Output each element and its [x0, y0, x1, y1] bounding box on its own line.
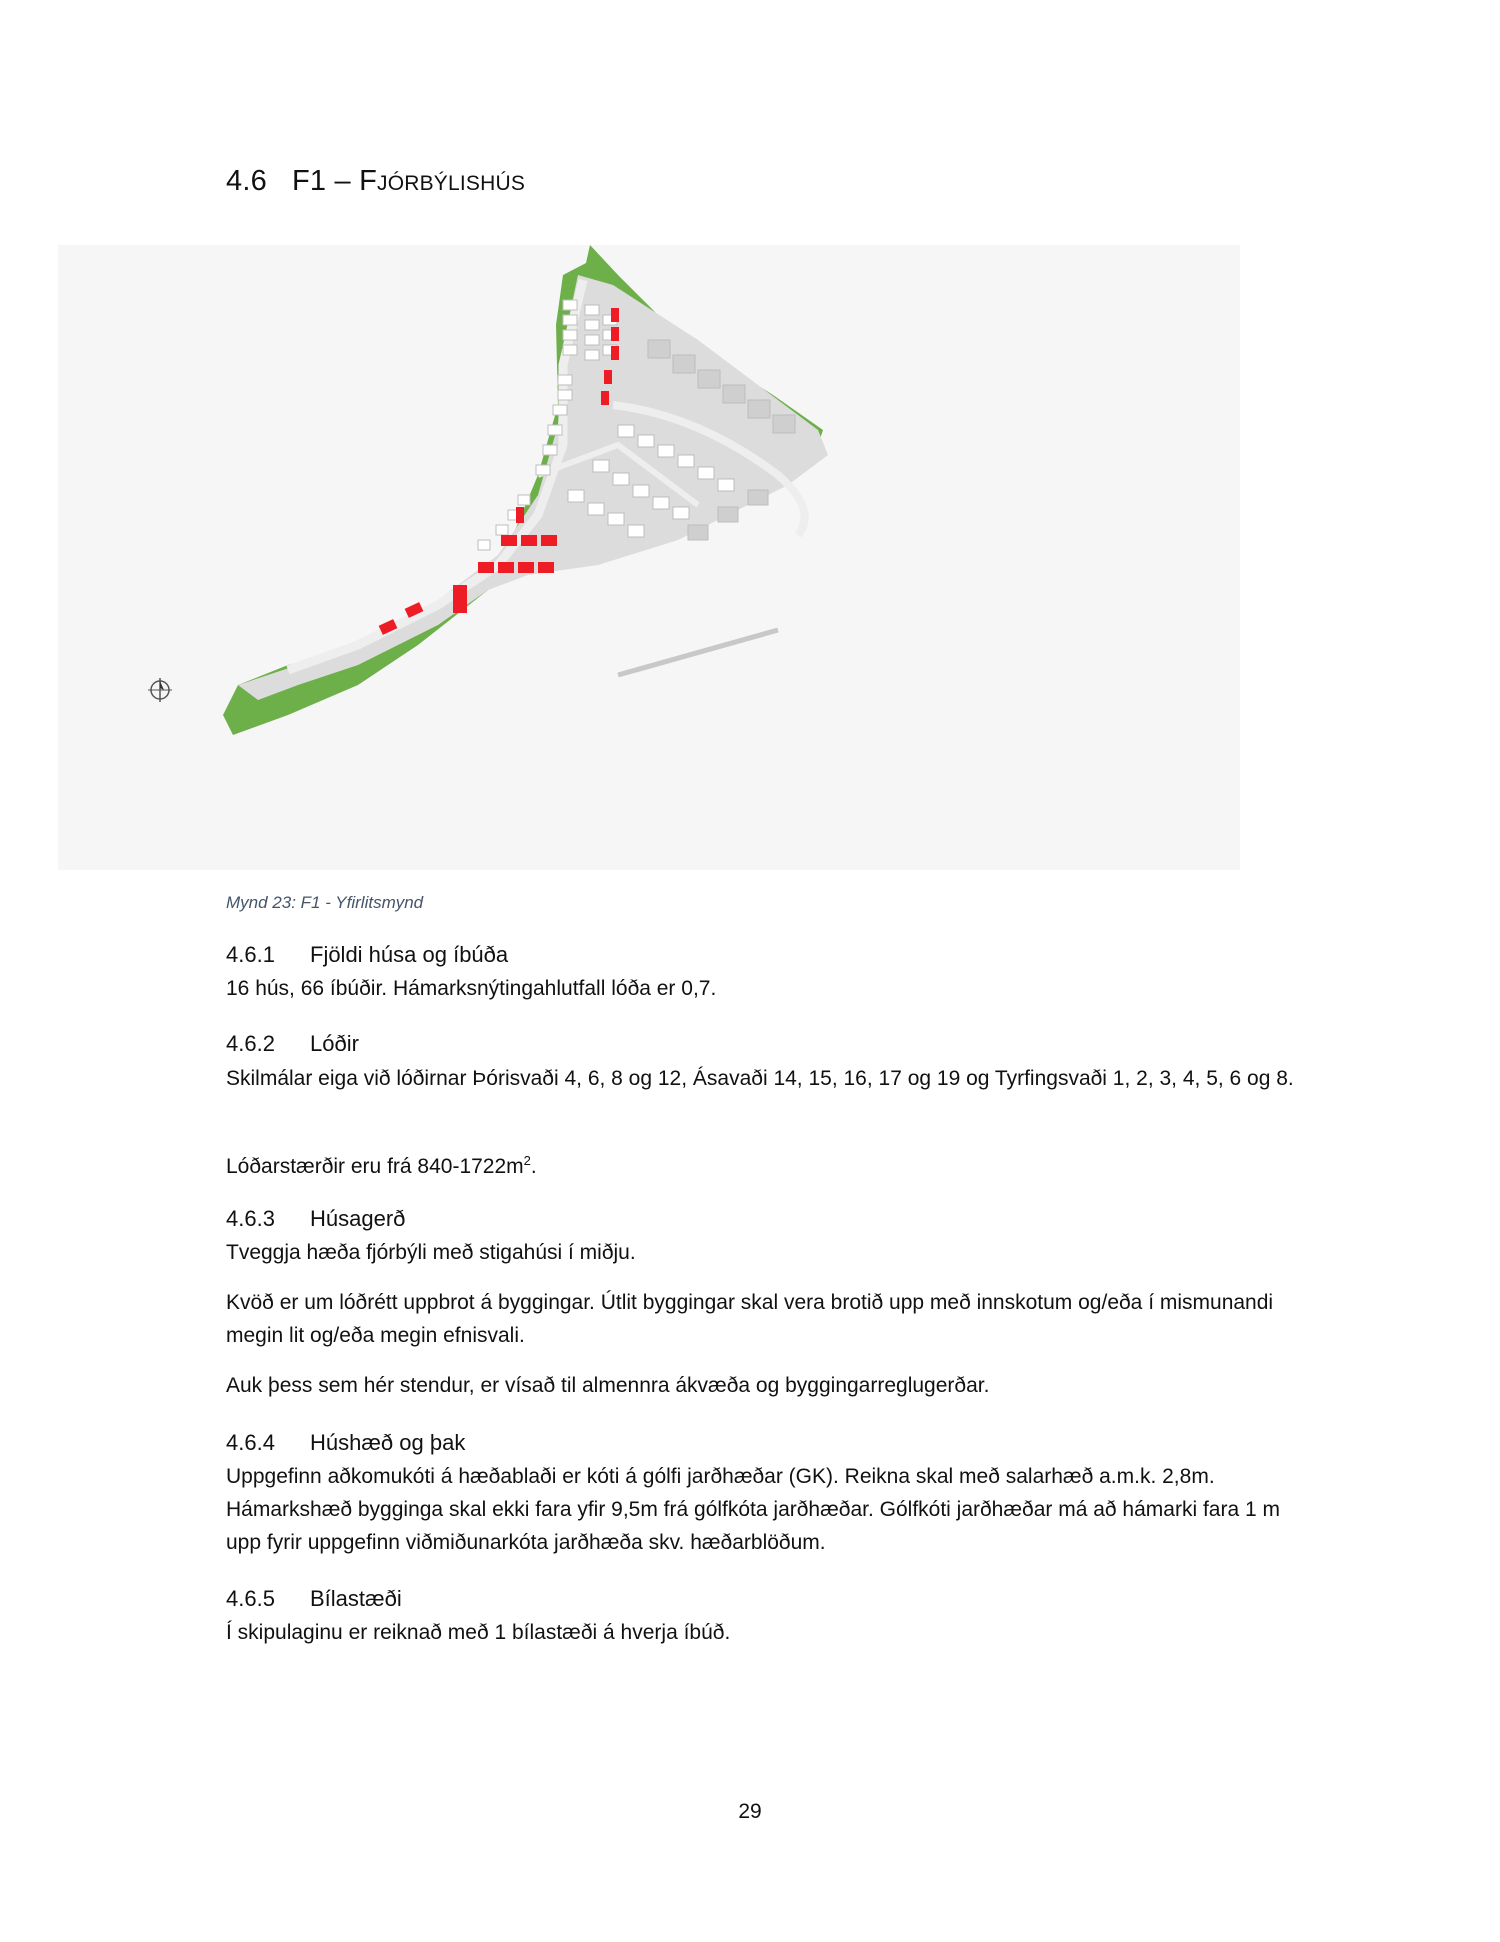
subsection-number: 4.6.2: [226, 1031, 275, 1056]
site-plan-map: [58, 245, 1240, 870]
subsection-heading: [226, 1586, 402, 1612]
section-title-main: F1 – F: [292, 165, 377, 197]
north-arrow-icon: [148, 678, 172, 702]
subsection-number: 4.6.4: [226, 1430, 275, 1455]
subsection-title: Fjöldi húsa og íbúða: [310, 942, 509, 967]
lower-road: [618, 630, 778, 675]
subsection-title: Húshæð og þak: [310, 1430, 466, 1455]
paragraph: Kvöð er um lóðrétt uppbrot á byggingar. Útlit byggingar skal vera brotið upp með innskotum og/eða í mismunandi megin lit og/eða megin efnisvali.: [226, 1291, 1274, 1347]
paragraph: Tveggja hæða fjórbýli með stigahúsi í miðju.: [226, 1241, 636, 1264]
subsection-title: Lóðir: [310, 1031, 359, 1056]
paragraph: Í skipulaginu er reiknað með 1 bílastæði á hverja íbúð.: [226, 1621, 731, 1644]
subsection-heading: [226, 942, 508, 968]
paragraph: Auk þess sem hér stendur, er vísað til almennra ákvæða og byggingarreglugerðar.: [226, 1374, 990, 1397]
paragraph: Uppgefinn aðkomukóti á hæðablaði er kóti á gólfi jarðhæðar (GK). Reikna skal með salarhæð a.m.k. 2,8m. Hámarkshæð bygginga skal ekki fara yfir 9,5m frá gólfkóta jarðhæðar. Gólfkóti jarðhæðar má að hámarki fara 1 m upp fyrir uppgefinn viðmiðunarkóta jarðhæða skv. hæðarblöðum.: [226, 1465, 1280, 1554]
subsection-number: 4.6.1: [226, 942, 275, 967]
lot-size-text: Lóðarstærðir eru frá 840-1722m: [226, 1155, 524, 1178]
paragraph: Skilmálar eiga við lóðirnar Þórisvaði 4, 6, 8 og 12, Ásavaði 14, 15, 16, 17 og 19 og Tyrfingsvaði 1, 2, 3, 4, 5, 6 og 8.: [226, 1067, 1294, 1090]
period: .: [530, 1155, 537, 1178]
subsection-title: Bílastæði: [310, 1586, 402, 1611]
figure-caption: Mynd 23: F1 - Yfirlitsmynd: [226, 893, 424, 912]
lot-size-paragraph: [226, 1144, 1296, 1183]
page-number: 29: [738, 1800, 762, 1823]
subsection-heading: [226, 1206, 405, 1232]
subsection-heading: [226, 1430, 465, 1456]
section-title-small-caps: JÓRBÝLISHÚS: [377, 172, 526, 195]
superscript: 2: [523, 1153, 531, 1168]
subsection-heading: [226, 1031, 359, 1057]
section-number: 4.6: [226, 165, 267, 197]
subsection-number: 4.6.5: [226, 1586, 275, 1611]
section-heading: [226, 165, 525, 198]
site-plan-figure: [58, 245, 1240, 870]
paragraph: 16 hús, 66 íbúðir. Hámarksnýtingahlutfall lóða er 0,7.: [226, 977, 717, 1000]
subsection-title: Húsagerð: [310, 1206, 406, 1231]
subsection-number: 4.6.3: [226, 1206, 275, 1231]
